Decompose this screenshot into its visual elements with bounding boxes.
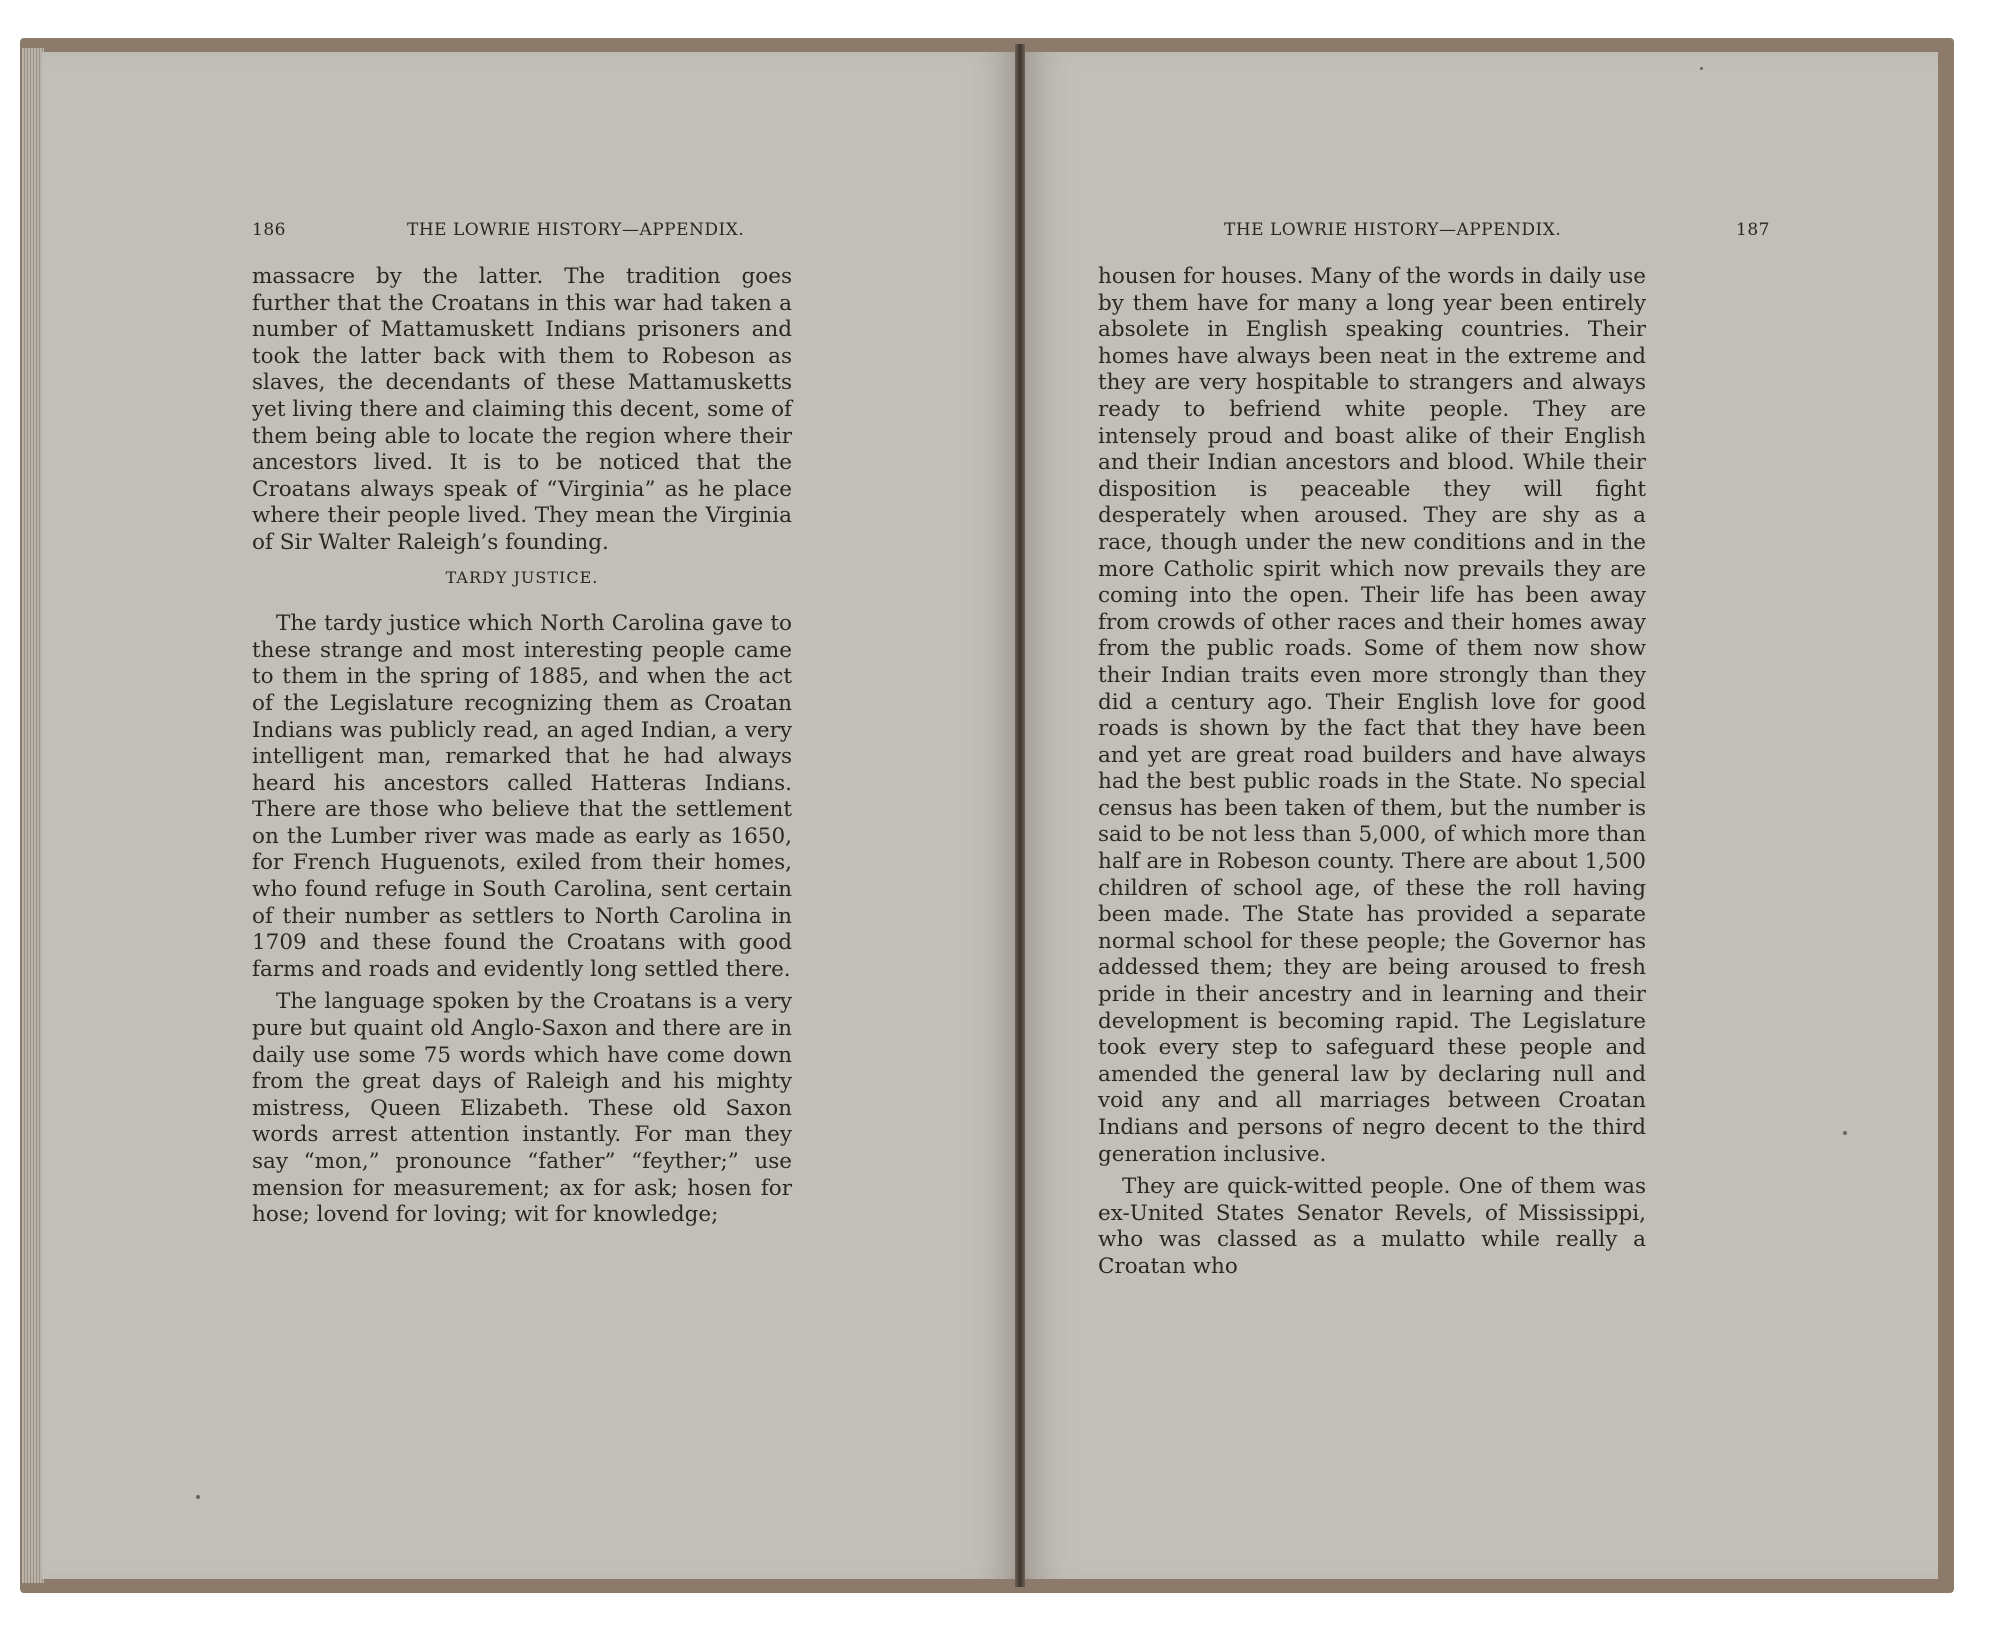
left-running-head: THE LOWRIE HISTORY—APPENDIX.: [407, 220, 745, 240]
section-title: TARDY JUSTICE.: [445, 567, 599, 587]
left-page: [42, 52, 1020, 1579]
left-paragraph-2: The tardy justice which North Carolina gave to these strange and most interesting people came to them in the spring of 1885, and when the act of the Legislature recognizing them as Croatan Indians was publicly read, an aged Indian, a very intelligent man, remarked that he had always heard his ancestors called Hatteras Indians. There are those who believe that the settlement on the Lumber river was made as early as 1650, for French Huguenots, exiled from their homes, who found refuge in South Carolina, sent certain of their number as settlers to North Carolina in 1709 and these found the Croatans with good farms and roads and evidently long settled there.: [252, 611, 792, 982]
paper-speck: [1700, 67, 1703, 70]
left-page-number: 186: [252, 220, 286, 240]
right-page-body: [1098, 264, 1646, 1281]
right-running-head: THE LOWRIE HISTORY—APPENDIX.: [1224, 220, 1562, 240]
book-gutter: [1015, 44, 1025, 1587]
paper-speck: [1843, 1131, 1847, 1135]
open-book: [20, 38, 1954, 1593]
right-page: [1020, 52, 1938, 1579]
left-page-body: [252, 264, 792, 1229]
left-paragraph-3: The language spoken by the Croatans is a very pure but quaint old Anglo-Saxon and there are in daily use some 75 words which have come down from the great days of Raleigh and his mighty mistress, Queen Elizabeth. These old Saxon words arrest attention instantly. For man they say “mon,” pronounce “father” “feyther;” use mension for measurement; ax for ask; hosen for hose; lovend for loving; wit for knowledge;: [252, 989, 792, 1228]
right-paragraph-continued: housen for houses. Many of the words in daily use by them have for many a long year been entirely absolete in English speaking countries. Their homes have always been neat in the extreme and they are very hospitable to strangers and always ready to befriend white people. They are intensely proud and boast alike of their English and their Indian ancestors and blood. While their disposition is peaceable they will fight desperately when aroused. They are shy as a race, though under the new conditions and in the more Catholic spirit which now prevails they are coming into the open. Their life has been away from crowds of other races and their homes away from the public roads. Some of them now show their Indian traits even more strongly than they did a century ago. Their English love for good roads is shown by the fact that they have been and yet are great road builders and have always had the best public roads in the State. No special census has been taken of them, but the number is said to be not less than 5,000, of which more than half are in Robeson county. There are about 1,500 children of school age, of these the roll having been made. The State has provided a separate normal school for these people; the Governor has addessed them; they are being aroused to fresh pride in their ancestry and in learning and their development is becoming rapid. The Legislature took every step to safeguard these people and amended the general law by declaring null and void any and all marriages between Croatan Indians and persons of negro decent to the third generation inclusive.: [1098, 264, 1646, 1167]
right-page-number: 187: [1736, 220, 1770, 240]
left-paragraph-continued: massacre by the latter. The tradition goes further that the Croatans in this war had taken a number of Mattamuskett Indians prisoners and took the latter back with them to Robeson as slaves, the decendants of these Mattamusketts yet living there and claiming this decent, some of them being able to locate the region where their ancestors lived. It is to be noticed that the Croatans always speak of “Virginia” as he place where their people lived. They mean the Virginia of Sir Walter Raleigh’s founding.: [252, 264, 792, 555]
page-edges: [22, 48, 44, 1583]
right-paragraph-2: They are quick-witted people. One of them was ex-United States Senator Revels, of Mississippi, who was classed as a mulatto while really a Croatan who: [1098, 1174, 1646, 1279]
paper-speck: [196, 1495, 200, 1499]
